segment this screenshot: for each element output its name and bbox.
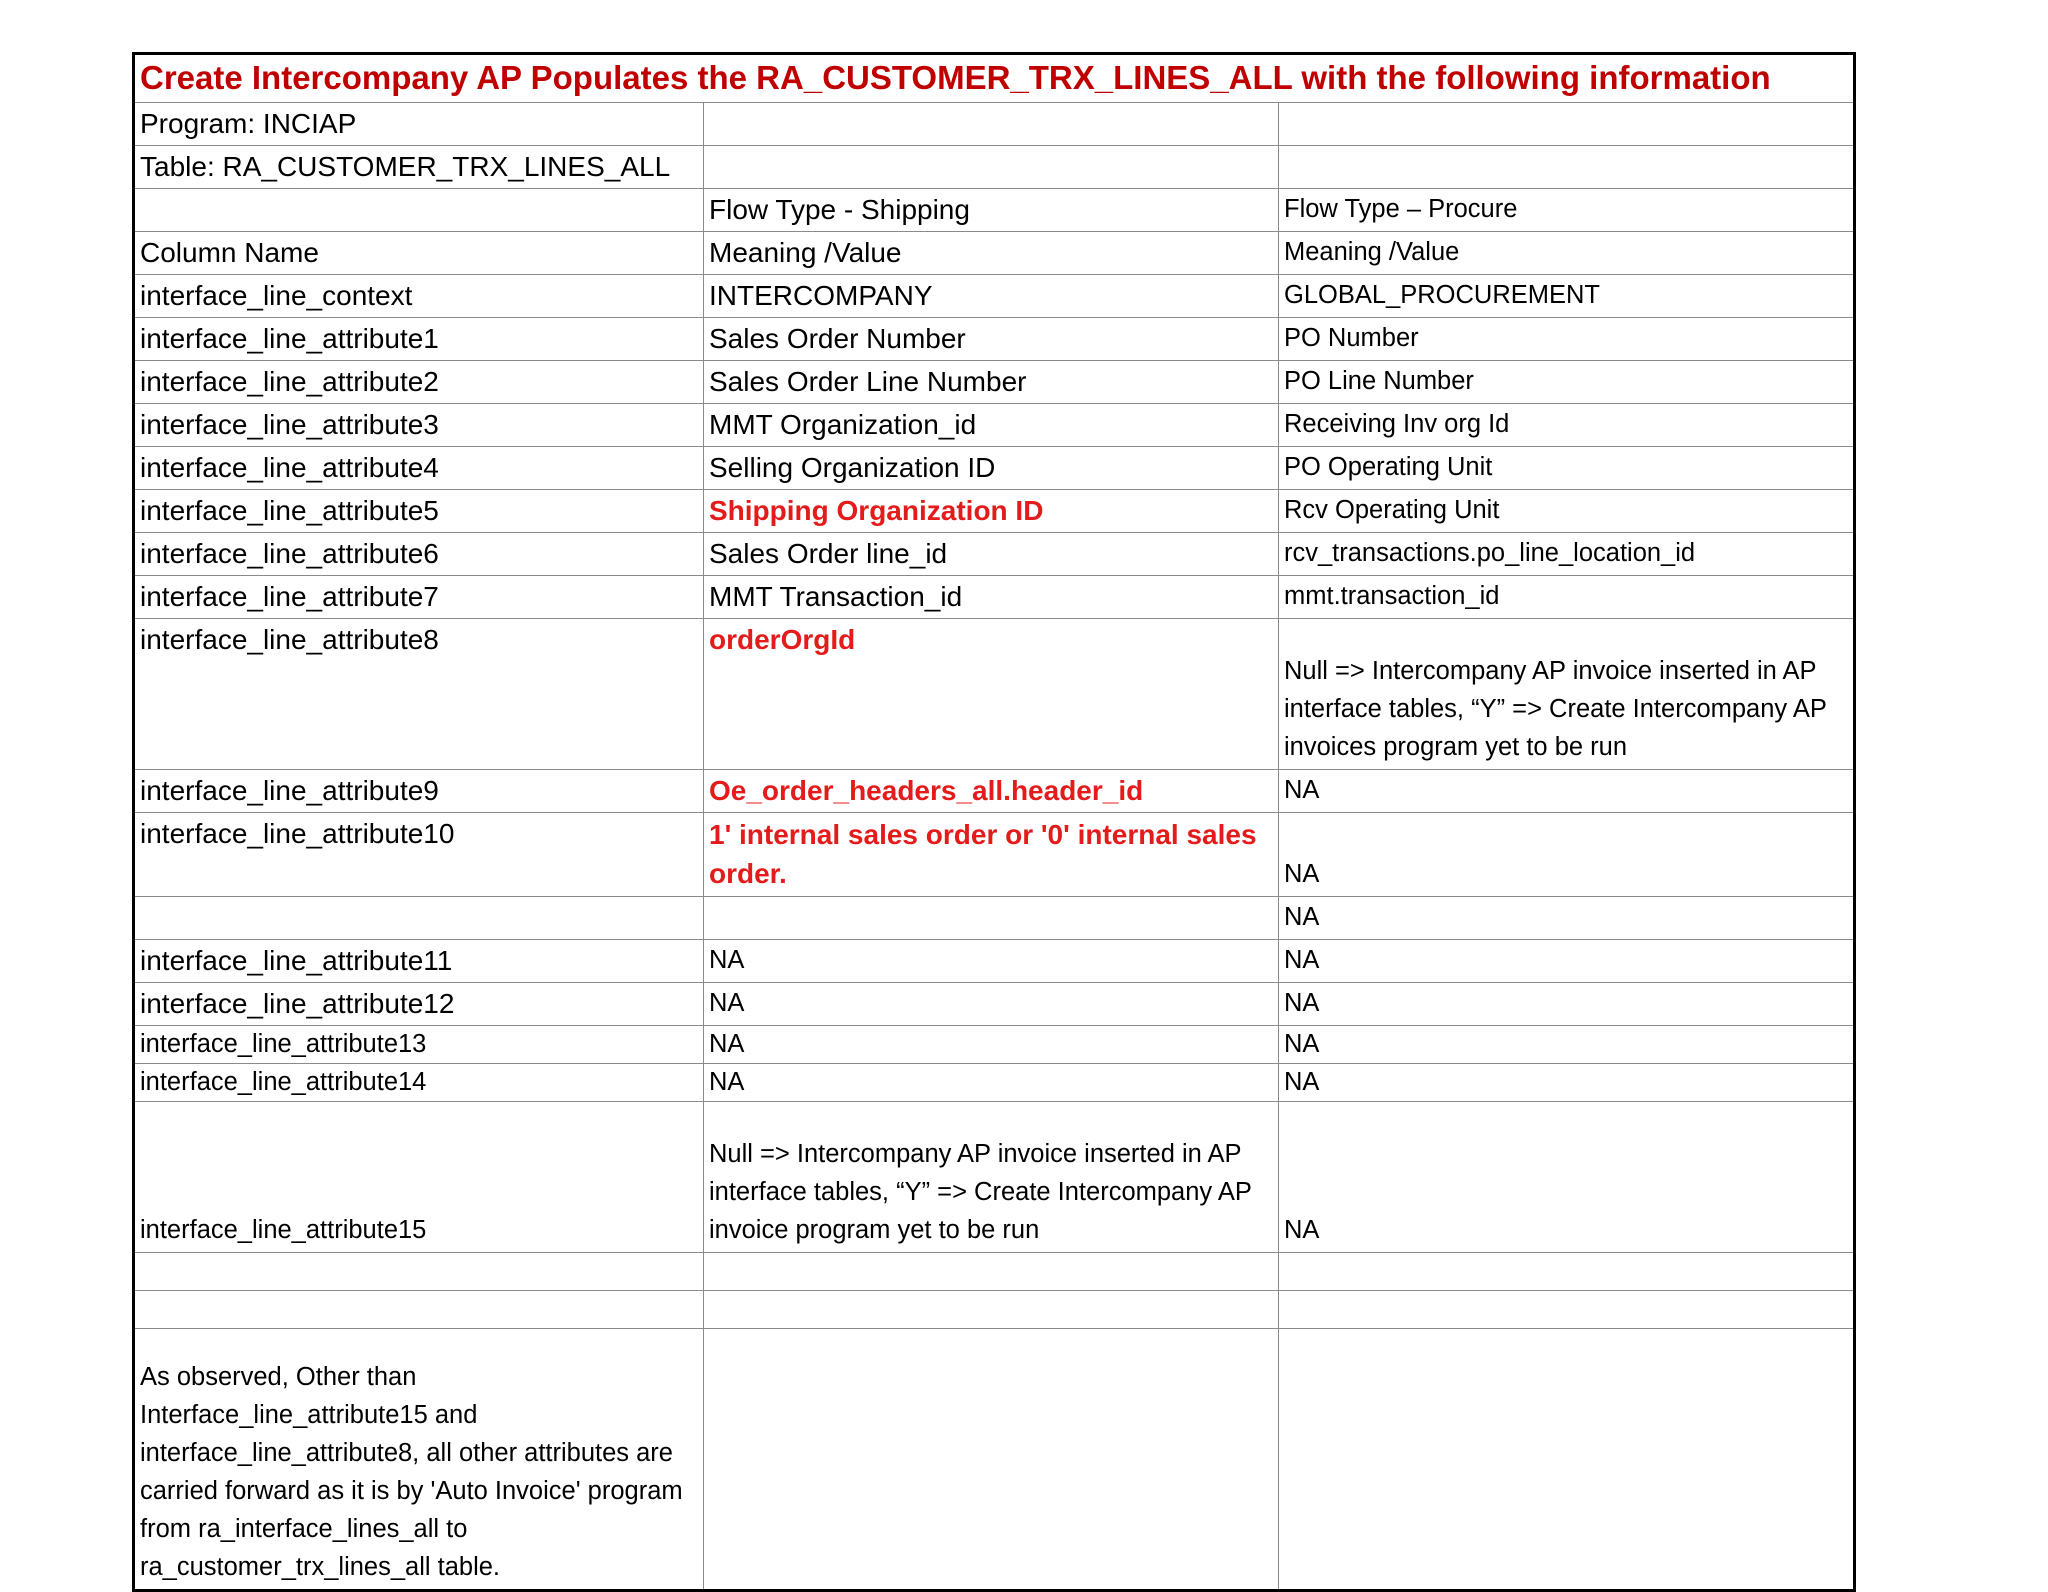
procure-value-cell[interactable]: NA [1279, 1064, 1855, 1102]
column-header-row [134, 232, 1855, 275]
shipping-meaning-header[interactable]: Meaning /Value [704, 232, 1279, 275]
procure-meaning-header[interactable]: Meaning /Value [1279, 232, 1855, 275]
shipping-value-cell[interactable]: NA [704, 940, 1279, 983]
procure-value-cell[interactable]: NA [1279, 983, 1855, 1026]
table-row [134, 813, 1855, 897]
empty-cell[interactable] [704, 1253, 1279, 1291]
table-row [134, 940, 1855, 983]
shipping-value-cell[interactable]: MMT Transaction_id [704, 576, 1279, 619]
procure-value-cell[interactable]: rcv_transactions.po_line_location_id [1279, 533, 1855, 576]
column-name-cell[interactable]: interface_line_attribute3 [134, 404, 704, 447]
column-name-cell[interactable]: interface_line_attribute10 [134, 813, 704, 897]
table-row [134, 490, 1855, 533]
table-row [134, 619, 1855, 770]
shipping-value-cell[interactable]: NA [704, 1026, 1279, 1064]
shipping-value-cell[interactable]: Null => Intercompany AP invoice inserted in AP interface tables, “Y” => Create Intercompany AP invoice program yet to be run [704, 1102, 1279, 1253]
table-row [134, 404, 1855, 447]
table-row [134, 361, 1855, 404]
empty-cell[interactable] [1279, 1253, 1855, 1291]
empty-cell[interactable] [704, 1329, 1279, 1591]
shipping-value-cell[interactable]: MMT Organization_id [704, 404, 1279, 447]
empty-cell[interactable] [134, 189, 704, 232]
column-name-cell[interactable]: interface_line_context [134, 275, 704, 318]
column-name-cell[interactable]: interface_line_attribute2 [134, 361, 704, 404]
column-name-cell[interactable]: interface_line_attribute5 [134, 490, 704, 533]
shipping-value-cell[interactable]: orderOrgId [704, 619, 1279, 770]
empty-cell[interactable] [704, 1291, 1279, 1329]
column-name-cell[interactable]: interface_line_attribute7 [134, 576, 704, 619]
table-name-row [134, 146, 1855, 189]
empty-cell[interactable] [134, 1253, 704, 1291]
procure-value-cell[interactable]: Null => Intercompany AP invoice inserted in AP interface tables, “Y” => Create Intercompany AP invoices program yet to be run [1279, 619, 1855, 770]
column-name-cell[interactable]: interface_line_attribute15 [134, 1102, 704, 1253]
procure-value-cell[interactable]: Receiving Inv org Id [1279, 404, 1855, 447]
table-row [134, 1026, 1855, 1064]
procure-value-cell[interactable]: PO Operating Unit [1279, 447, 1855, 490]
program-row [134, 103, 1855, 146]
flow-type-shipping[interactable]: Flow Type - Shipping [704, 189, 1279, 232]
shipping-value-cell[interactable]: Sales Order line_id [704, 533, 1279, 576]
blank-row [134, 1253, 1855, 1291]
shipping-value-cell[interactable]: Shipping Organization ID [704, 490, 1279, 533]
spreadsheet-table [132, 52, 1856, 1592]
shipping-value-cell[interactable]: 1' internal sales order or '0' internal sales order. [704, 813, 1279, 897]
title-row [134, 54, 1855, 103]
shipping-value-cell[interactable]: Selling Organization ID [704, 447, 1279, 490]
sheet-title[interactable]: Create Intercompany AP Populates the RA_CUSTOMER_TRX_LINES_ALL with the following information [134, 54, 1855, 103]
procure-value-cell[interactable]: PO Line Number [1279, 361, 1855, 404]
shipping-value-cell[interactable]: Sales Order Number [704, 318, 1279, 361]
table-row [134, 275, 1855, 318]
procure-value-cell[interactable]: NA [1279, 1102, 1855, 1253]
procure-value-cell[interactable]: GLOBAL_PROCUREMENT [1279, 275, 1855, 318]
procure-value-cell[interactable]: NA [1279, 1026, 1855, 1064]
table-row [134, 770, 1855, 813]
empty-cell[interactable] [1279, 146, 1855, 189]
column-name-cell[interactable]: interface_line_attribute1 [134, 318, 704, 361]
empty-cell[interactable] [1279, 1291, 1855, 1329]
column-name-cell[interactable]: interface_line_attribute4 [134, 447, 704, 490]
shipping-value-cell[interactable]: NA [704, 983, 1279, 1026]
empty-cell[interactable] [1279, 103, 1855, 146]
program-cell[interactable]: Program: INCIAP [134, 103, 704, 146]
table-row [134, 983, 1855, 1026]
flow-type-procure[interactable]: Flow Type – Procure [1279, 189, 1855, 232]
blank-row [134, 1291, 1855, 1329]
column-name-cell[interactable]: interface_line_attribute8 [134, 619, 704, 770]
procure-value-cell[interactable]: Rcv Operating Unit [1279, 490, 1855, 533]
empty-cell[interactable] [1279, 1329, 1855, 1591]
empty-cell[interactable] [134, 1291, 704, 1329]
procure-value-cell[interactable]: NA [1279, 813, 1855, 897]
column-name-cell[interactable] [134, 897, 704, 940]
table-name-cell[interactable]: Table: RA_CUSTOMER_TRX_LINES_ALL [134, 146, 704, 189]
procure-value-cell[interactable]: NA [1279, 770, 1855, 813]
table-row [134, 447, 1855, 490]
column-name-cell[interactable]: interface_line_attribute11 [134, 940, 704, 983]
procure-value-cell[interactable]: PO Number [1279, 318, 1855, 361]
flow-type-row [134, 189, 1855, 232]
column-name-cell[interactable]: interface_line_attribute14 [134, 1064, 704, 1102]
shipping-value-cell[interactable]: INTERCOMPANY [704, 275, 1279, 318]
procure-value-cell[interactable]: NA [1279, 940, 1855, 983]
empty-cell[interactable] [704, 146, 1279, 189]
note-row [134, 1329, 1855, 1591]
shipping-value-cell[interactable] [704, 897, 1279, 940]
table-row [134, 318, 1855, 361]
column-name-header[interactable]: Column Name [134, 232, 704, 275]
table-row [134, 897, 1855, 940]
table-row [134, 533, 1855, 576]
empty-cell[interactable] [704, 103, 1279, 146]
column-name-cell[interactable]: interface_line_attribute9 [134, 770, 704, 813]
observation-note[interactable]: As observed, Other than Interface_line_attribute15 and interface_line_attribute8, all other attributes are carried forward as it is by 'Auto Invoice' program from ra_interface_lines_all to ra_customer_trx_lines_all table. [134, 1329, 704, 1591]
shipping-value-cell[interactable]: NA [704, 1064, 1279, 1102]
shipping-value-cell[interactable]: Sales Order Line Number [704, 361, 1279, 404]
table-row [134, 1064, 1855, 1102]
column-name-cell[interactable]: interface_line_attribute13 [134, 1026, 704, 1064]
shipping-value-cell[interactable]: Oe_order_headers_all.header_id [704, 770, 1279, 813]
procure-value-cell[interactable]: NA [1279, 897, 1855, 940]
table-row [134, 1102, 1855, 1253]
column-name-cell[interactable]: interface_line_attribute12 [134, 983, 704, 1026]
table-row [134, 576, 1855, 619]
column-name-cell[interactable]: interface_line_attribute6 [134, 533, 704, 576]
procure-value-cell[interactable]: mmt.transaction_id [1279, 576, 1855, 619]
